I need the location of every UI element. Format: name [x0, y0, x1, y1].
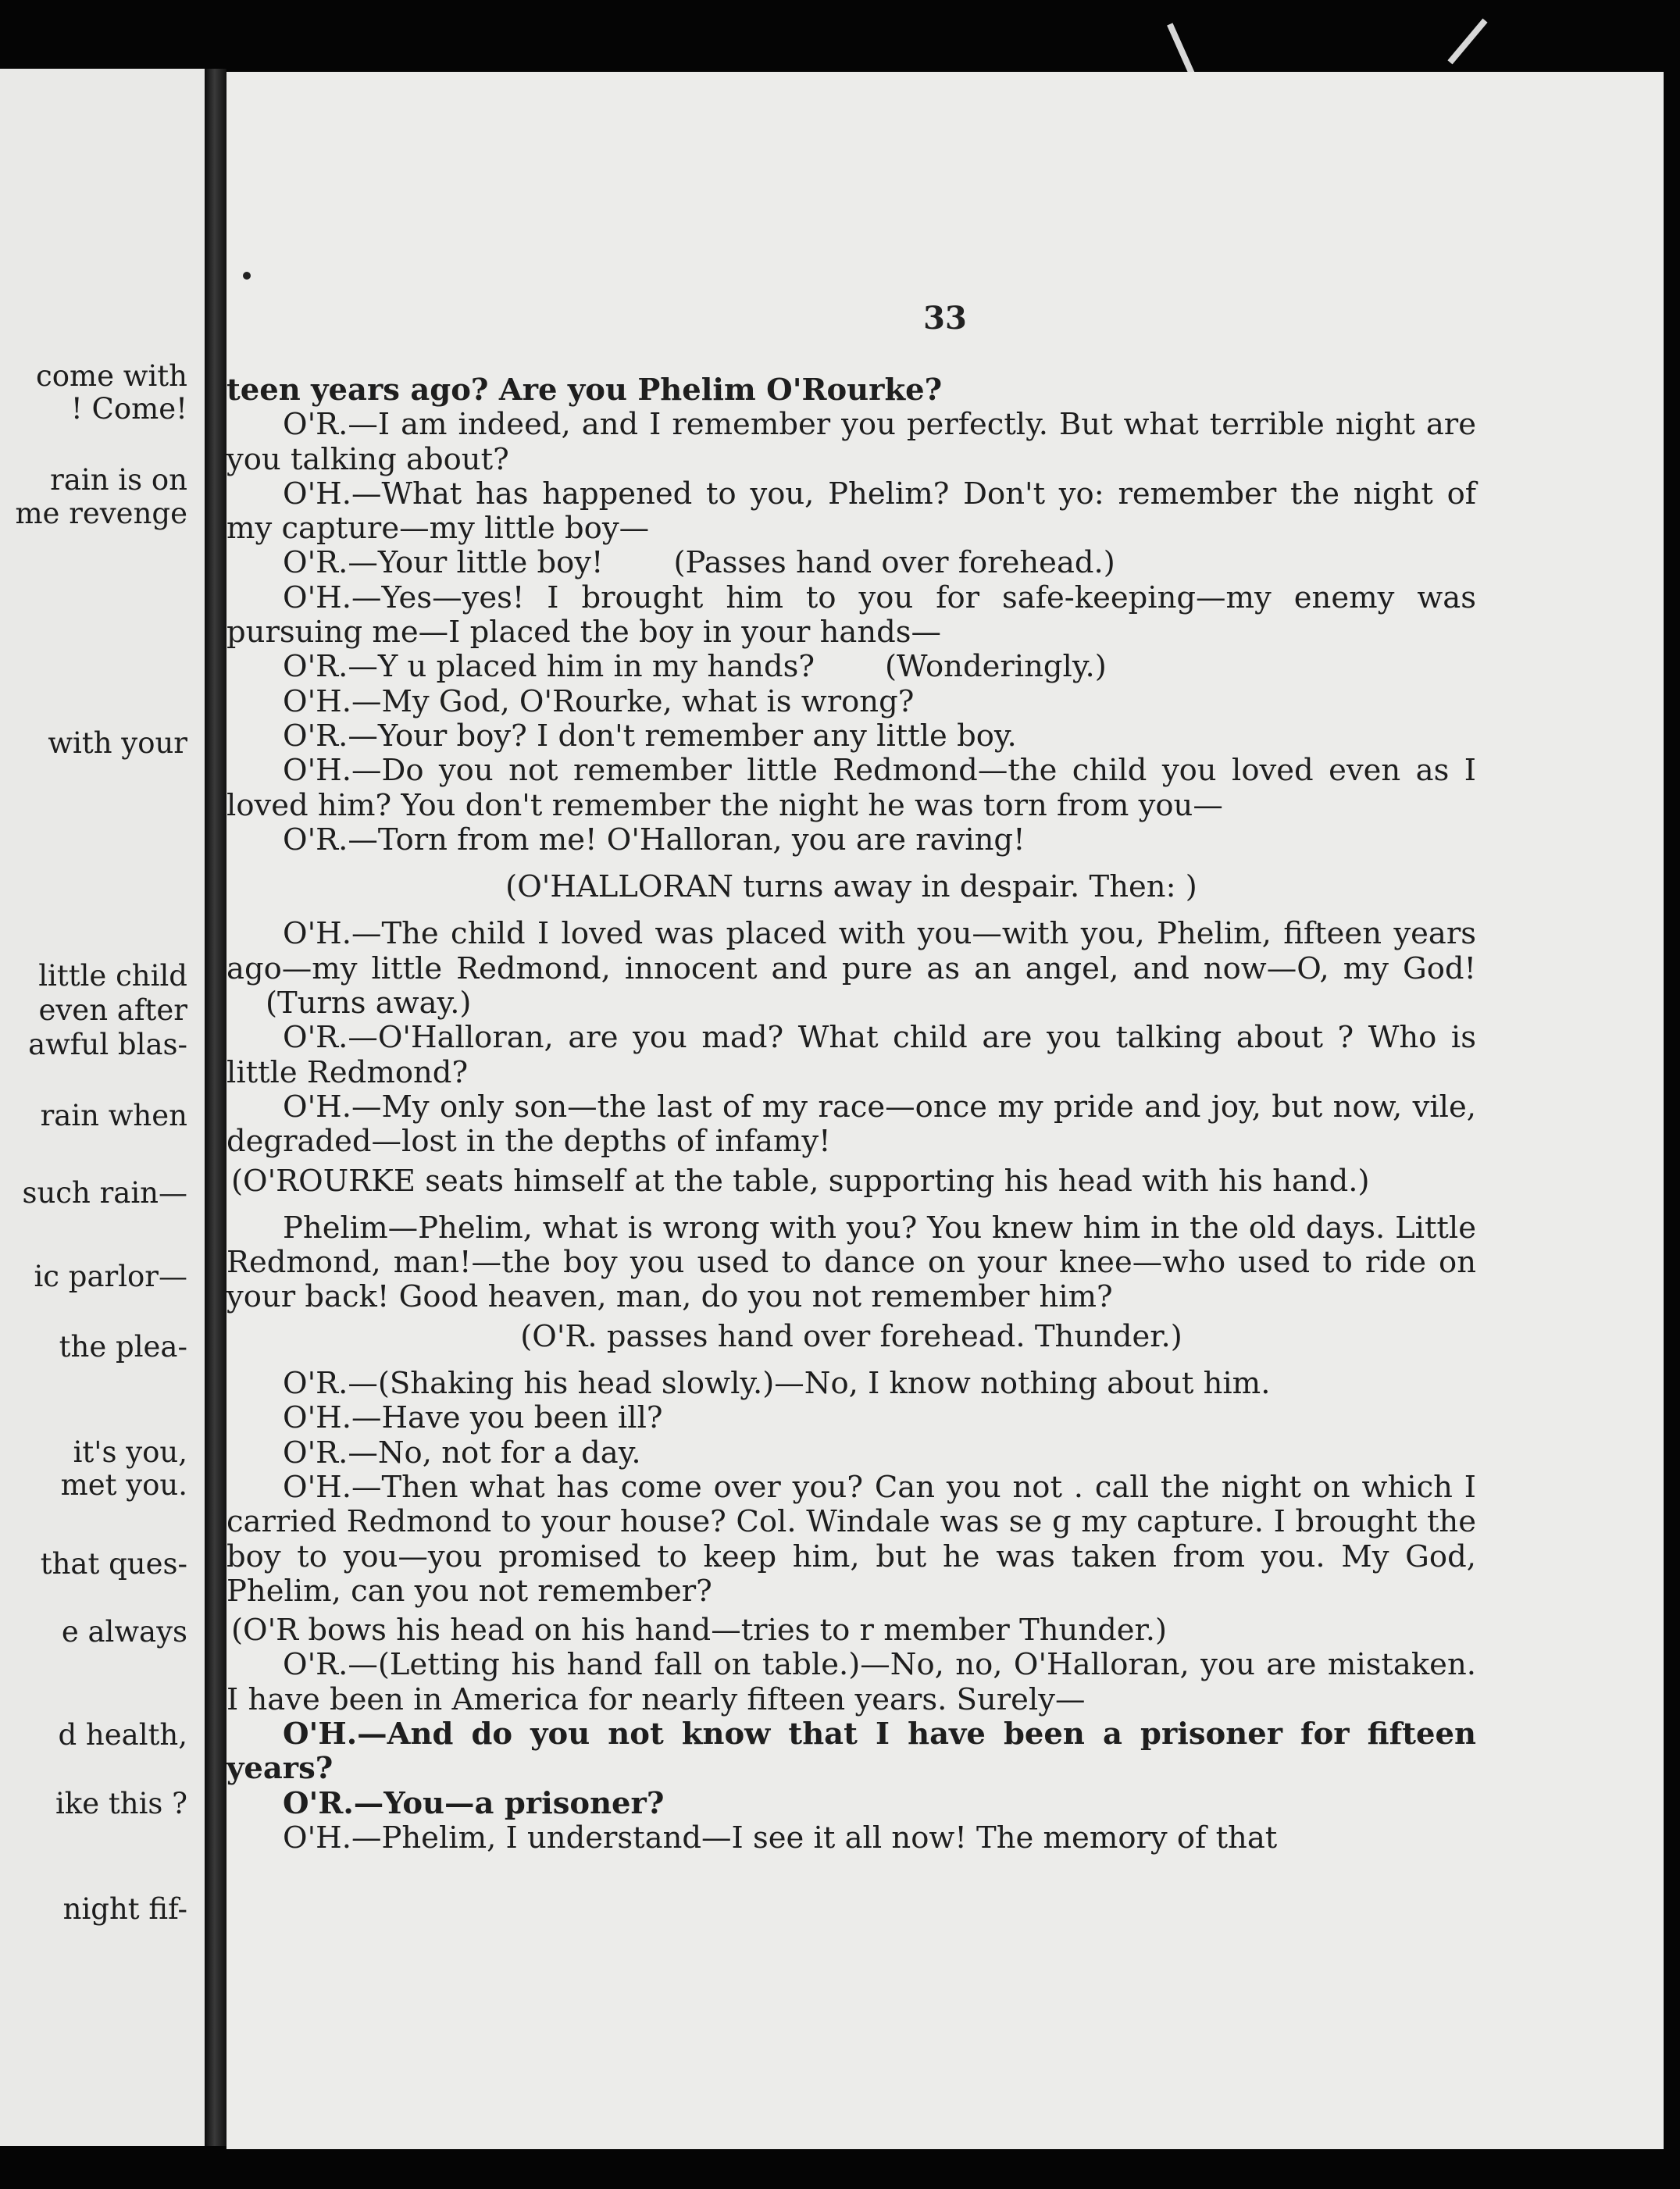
- dialogue-line: O'H.—Have you been ill?: [283, 1400, 663, 1436]
- facing-page-fragment: ic parlor—: [34, 1260, 187, 1293]
- film-scratch: [1447, 19, 1487, 65]
- dialogue-line: O'H.—Do you not remember little Redmond—the child you loved even as I loved him? You don't remember the night he was torn from you—: [226, 753, 1476, 823]
- dialogue-line: O'H.—Yes—yes! I brought him to you for safe-keeping—my enemy was pursuing me—I placed the boy in your hands—: [226, 579, 1476, 651]
- dialogue-line: [226, 650, 1476, 684]
- facing-page-fragment: come with: [36, 359, 187, 393]
- stage-direction: (Wonderingly.): [885, 649, 1107, 685]
- stage-direction: (O'HALLORAN turns away in despair. Then: ): [505, 869, 1197, 905]
- facing-page-fragment: rain is on: [50, 463, 187, 497]
- dialogue-line: O'H.—My only son—the last of my race—once my pride and joy, but now, vile, degraded—lost in the depths of infamy!: [226, 1089, 1476, 1160]
- facing-page-fragment: with your: [48, 726, 187, 760]
- facing-page-fragment: ike this ?: [55, 1787, 187, 1820]
- dialogue-text: O'R.—Y u placed him in my hands?: [283, 649, 815, 685]
- facing-page-fragment: that ques-: [40, 1547, 187, 1581]
- book-gutter: [205, 69, 226, 2146]
- dialogue-line: O'H.—What has happened to you, Phelim? Don't yo: remember the night of my capture—my little boy—: [226, 476, 1476, 547]
- stage-direction: (Turns away.): [266, 986, 472, 1021]
- facing-page-fragment: e always: [61, 1615, 187, 1649]
- page-number: 33: [923, 300, 967, 337]
- facing-page-fragment: such rain—: [22, 1176, 187, 1210]
- script-text: [226, 373, 1476, 1856]
- facing-page-fragment: me revenge: [15, 497, 187, 530]
- facing-page-fragment: little child: [38, 959, 187, 993]
- dialogue-line: O'H.—And do you not know that I have been a prisoner for fifteen years?: [226, 1716, 1476, 1787]
- dialogue-line: O'R.—(Shaking his head slowly.)—No, I know nothing about him.: [283, 1366, 1271, 1402]
- facing-page-fragment: awful blas-: [28, 1028, 187, 1061]
- stage-direction: (O'R. passes hand over forehead. Thunder.): [520, 1318, 1182, 1354]
- film-scratch: [1167, 23, 1195, 75]
- facing-page: [0, 69, 205, 2146]
- dialogue-text: O'R.—Your little boy!: [283, 545, 604, 581]
- stage-direction: (Passes hand over forehead.): [673, 545, 1115, 581]
- dialogue-line: O'R.—You—a prisoner?: [283, 1785, 665, 1821]
- stage-direction: (O'ROURKE seats himself at the table, supporting his head with his hand.): [231, 1163, 1370, 1199]
- dialogue-line: O'R.—O'Halloran, are you mad? What child are you talking about ? Who is little Redmond?: [226, 1020, 1476, 1090]
- facing-page-fragment: d health,: [58, 1718, 187, 1752]
- facing-page-fragment: night fif-: [62, 1892, 187, 1926]
- facing-page-fragment: even after: [38, 993, 187, 1027]
- facing-page-fragment: ! Come!: [70, 392, 187, 426]
- dialogue-line: O'R.—I am indeed, and I remember you perfectly. But what terrible night are you talking about?: [226, 407, 1476, 477]
- facing-page-fragment: it's you,: [73, 1435, 187, 1469]
- dialogue-line: O'H.—Then what has come over you? Can you not . call the night on which I carried Redmond to your house? Col. Windale was se g my capture. I brought the boy to you—you promised to keep him, but he was taken from you. My God, Phelim, can you not remember?: [226, 1469, 1476, 1609]
- dialogue-text: O'H.—The child I loved was placed with you—with you, Phelim, fifteen years ago—my little Redmond, innocent and pure as an angel, and now—O, my God!: [226, 916, 1476, 986]
- facing-page-fragment: rain when: [40, 1099, 187, 1132]
- dialogue-line: teen years ago? Are you Phelim O'Rourke?: [226, 373, 943, 408]
- facing-page-fragment: the plea-: [59, 1330, 187, 1364]
- stage-direction: (O'R bows his head on his hand—tries to r member Thunder.): [231, 1613, 1167, 1649]
- dialogue-line: O'R.—No, not for a day.: [283, 1435, 641, 1471]
- dialogue-line: O'R.—Torn from me! O'Halloran, you are raving!: [283, 822, 1025, 857]
- dialogue-line: [226, 546, 1476, 580]
- facing-page-fragment: met you.: [60, 1468, 187, 1502]
- ink-dot: [243, 272, 251, 280]
- dialogue-line: [226, 917, 1476, 1021]
- dialogue-line: Phelim—Phelim, what is wrong with you? You knew him in the old days. Little Redmond, man!—the boy you used to dance on your knee—who used to ride on your back! Good heaven, man, do you not remember him?: [226, 1210, 1476, 1315]
- dialogue-line: O'H.—My God, O'Rourke, what is wrong?: [283, 683, 915, 719]
- script-page: [226, 72, 1664, 2149]
- dialogue-line: O'R.—(Letting his hand fall on table.)—No, no, O'Halloran, you are mistaken. I have been in America for nearly fifteen years. Surely—: [226, 1647, 1476, 1717]
- dialogue-line: O'R.—Your boy? I don't remember any little boy.: [283, 718, 1017, 754]
- dialogue-line: O'H.—Phelim, I understand—I see it all now! The memory of that: [283, 1820, 1278, 1856]
